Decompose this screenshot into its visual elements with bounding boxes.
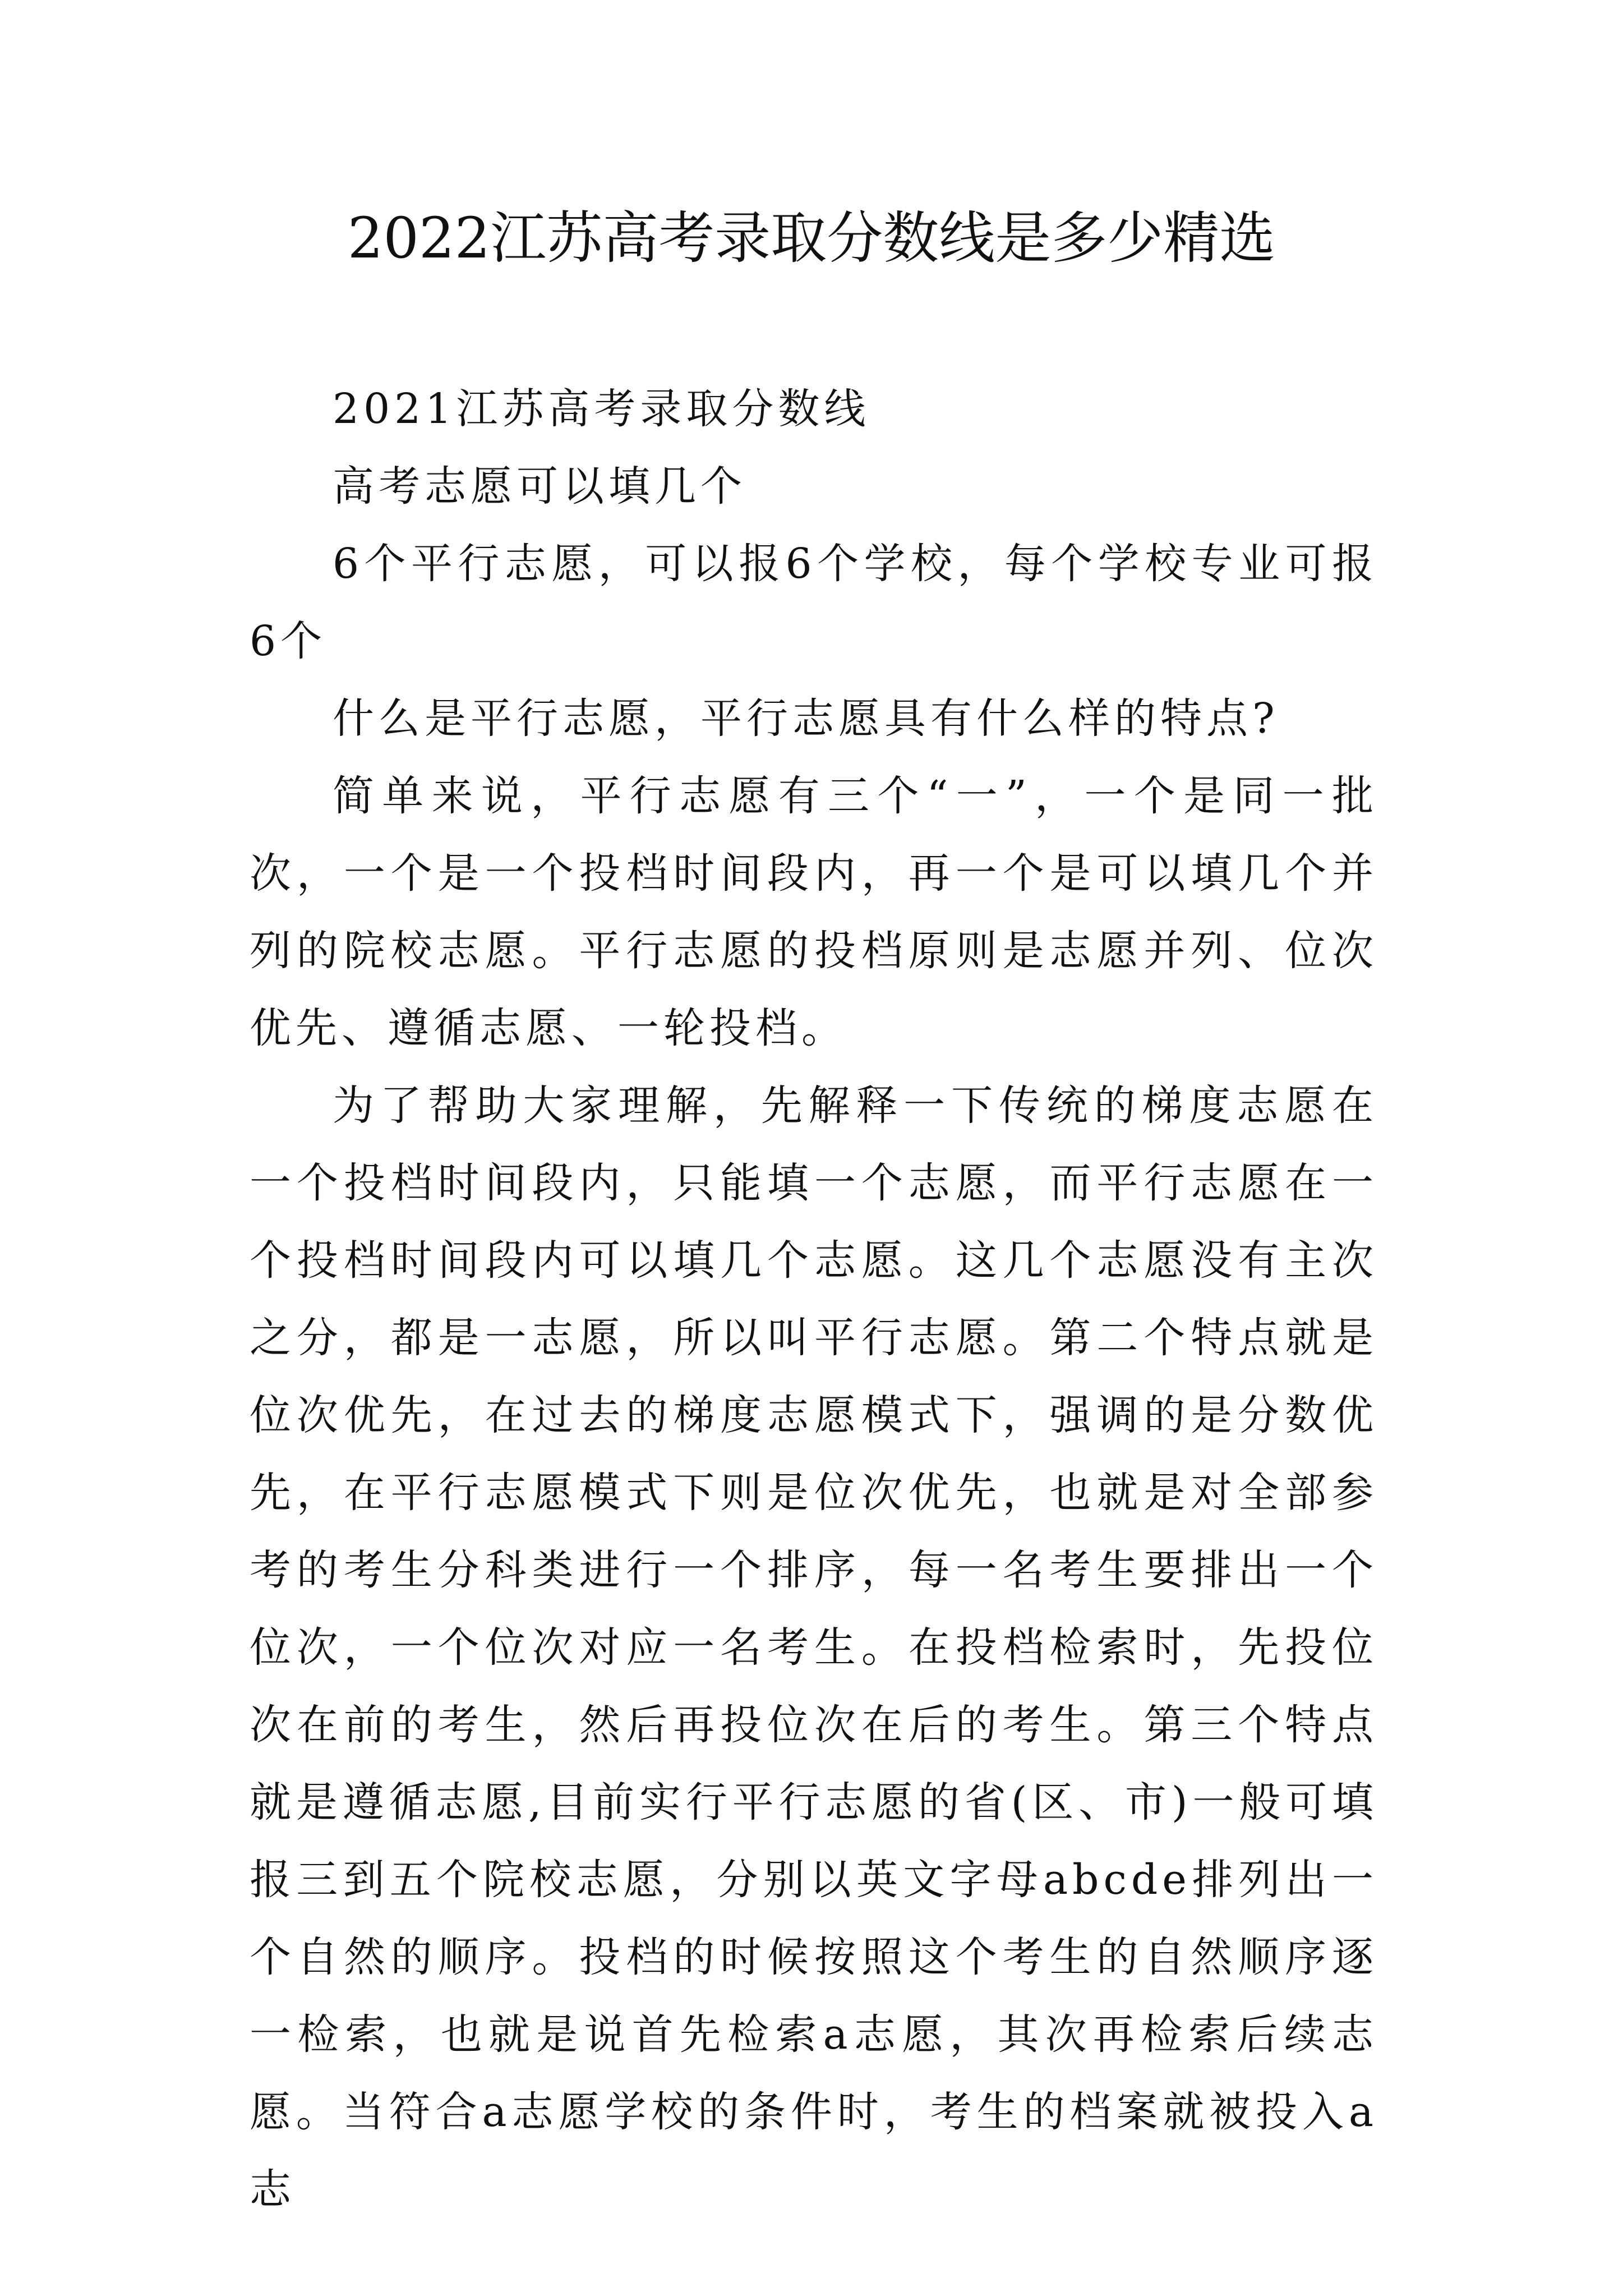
- document-title: 2022江苏高考录取分数线是多少精选: [347, 205, 1276, 271]
- paragraph: 简单来说，平行志愿有三个“一”，一个是同一批次，一个是一个投档时间段内，再一个是可以填几个并列的院校志愿。平行志愿的投档原则是志愿并列、位次优先、遵循志愿、一轮投档。: [250, 772, 1378, 1052]
- paragraph: 为了帮助大家理解，先解释一下传统的梯度志愿在一个投档时间段内，只能填一个志愿，而平行志愿在一个投档时间段内可以填几个志愿。这几个志愿没有主次之分，都是一志愿，所以叫平行志愿。第二个特点就是位次优先，在过去的梯度志愿模式下，强调的是分数优先，在平行志愿模式下则是位次优先，也就是对全部参考的考生分科类进行一个排序，每一名考生要排出一个位次，一个位次对应一名考生。在投档检索时，先投位次在前的考生，然后再投位次在后的考生。第三个特点就是遵循志愿,目前实行平行志愿的省(区、市)一般可填报三到五个院校志愿，分别以英文字母abcde排列出一个自然的顺序。投档的时候按照这个考生的自然顺序逐一检索，也就是说首先检索a志愿，其次再检索后续志愿。当符合a志愿学校的条件时，考生的档案就被投入a志: [250, 1082, 1378, 2214]
- paragraph: 6个平行志愿，可以报6个学校，每个学校专业可报6个: [250, 540, 1378, 665]
- paragraph: 高考志愿可以填几个: [333, 462, 746, 510]
- document-body: [250, 370, 1378, 2228]
- paragraph: 2021江苏高考录取分数线: [333, 385, 870, 433]
- paragraph: 什么是平行志愿，平行志愿具有什么样的特点?: [333, 694, 1279, 743]
